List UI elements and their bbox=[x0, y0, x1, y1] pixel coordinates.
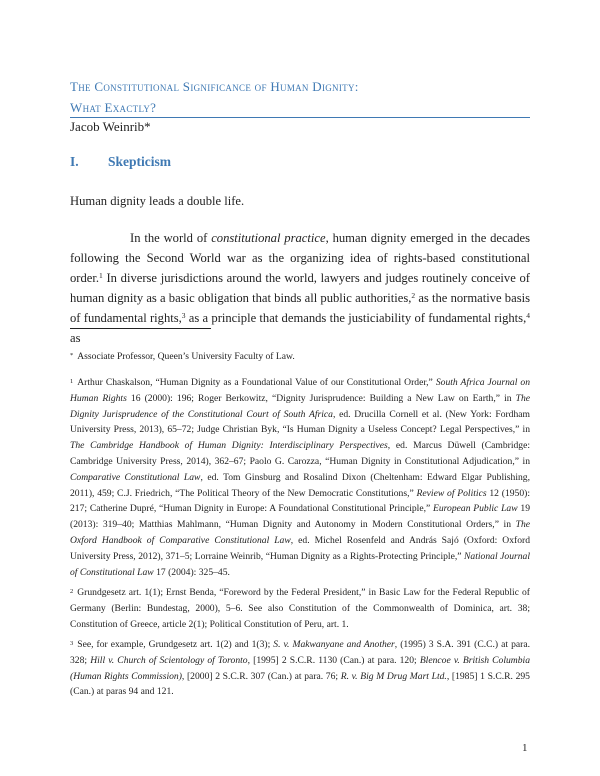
text-run: In the world of bbox=[130, 231, 212, 245]
text-run: See, for example, Grundgesetz art. 1(2) and 1(3); bbox=[77, 639, 274, 650]
text-run: 12 (1950): 217; Catherine Dupré, “Human Dignity in Europe: A Foundational Constitutional Principle,” bbox=[70, 487, 531, 515]
title-line-1: The Constitutional Significance of Human Dignity: bbox=[70, 79, 359, 94]
italic-text: National Journal of Constitutional Law bbox=[70, 550, 530, 578]
italic-text: constitutional practice bbox=[211, 231, 326, 245]
italic-text: Comparative Constitutional Law bbox=[70, 471, 201, 483]
text-run: In diverse jurisdictions around the world, lawyers and judges routinely conceive of human dignity as a basic obligation that binds all public authorities, bbox=[70, 271, 530, 305]
text-run: , ed. Tom Ginsburg and Rosalind Dixon (Cheltenham: Edward Elgar Publishing, 2011), 459; C.J. Friedrich, “The Political Theory of the New Democratic Constitutions,” bbox=[70, 471, 530, 499]
italic-text: S. v. Makwanyane and Another bbox=[273, 639, 395, 650]
italic-text: Hill v. Church of Scientology of Toronto bbox=[90, 654, 248, 666]
footnote-label: * bbox=[70, 352, 74, 359]
text-run: , [2000] 2 S.C.R. 307 (Can.) at para. 76; bbox=[181, 670, 341, 682]
section-heading bbox=[70, 154, 171, 170]
title-divider bbox=[70, 117, 530, 118]
text-run: as the normative basis of fundamental rights, bbox=[70, 291, 530, 325]
footnote-text bbox=[70, 639, 530, 697]
text-run: 17 (2004): 325–45. bbox=[153, 566, 230, 578]
footnote-text bbox=[77, 351, 294, 362]
title-line-2: What Exactly? bbox=[70, 100, 157, 115]
text-run: as bbox=[70, 331, 81, 345]
section-title: Skepticism bbox=[108, 154, 172, 169]
footnote-reference: 3 bbox=[181, 311, 186, 320]
author-name: Jacob Weinrib* bbox=[70, 119, 151, 134]
text-run: , [1995] 2 S.C.R. 1130 (Can.) at para. 120; bbox=[247, 654, 420, 666]
footnote-text bbox=[70, 377, 530, 578]
section-number: I. bbox=[70, 154, 79, 169]
page-number: 1 bbox=[522, 742, 528, 754]
footnote-reference: 1 bbox=[99, 271, 103, 280]
footnote-label: 2 bbox=[70, 588, 74, 595]
italic-text: The Oxford Handbook of Comparative Constitutional Law bbox=[70, 519, 530, 546]
text-run: Grundgesetz art. 1(1); Ernst Benda, “Foreword by the Federal President,” in Basic Law for the Federal Republic of Germany (Berlin: Bundestag, 2000), 5–6. See also Constitution of the Commonwealth of Dominica, art. 38; Constitution of Greece, article 2(1); Political Constitution of Peru, art. 1. bbox=[70, 587, 530, 630]
paragraph-1: Human dignity leads a double life. bbox=[70, 194, 245, 208]
footnote-text bbox=[70, 587, 530, 630]
text-run: as a principle that demands the justiciability of fundamental rights, bbox=[185, 311, 527, 325]
text-run: , ed. Marcus Düwell (Cambridge: Cambridge University Press, 2014), 362–67; Paolo G. Carozza, “Human Dignity in Constitutional Adjudication,” in bbox=[70, 440, 530, 467]
footnote-author bbox=[70, 348, 530, 365]
italic-text: Blencoe v. British Columbia (Human Rights Commission) bbox=[70, 654, 530, 682]
paragraph-2 bbox=[70, 228, 530, 348]
footnote-2 bbox=[70, 584, 530, 632]
paper-title bbox=[70, 76, 530, 118]
footnote-label: 1 bbox=[70, 378, 74, 385]
text-run: 19 (2013): 319–40; Matthias Mahlmann, “Human Dignity and Autonomy in Modern Constitutional Orders,” in bbox=[70, 503, 530, 531]
text-run: , [1985] 1 S.C.R. 295 (Can.) at paras 94 and 121. bbox=[70, 670, 530, 698]
italic-text: Review of Politics bbox=[416, 487, 487, 499]
footnote-reference: 2 bbox=[411, 291, 416, 300]
italic-text: South Africa Journal on Human Rights bbox=[70, 377, 530, 404]
text-run: , ed. Drucilla Cornell et al. (New York: Fordham University Press, 2013), 65–72; Judge Christian Byk, “Is Human Dignity a Useless Concept? Legal Perspectives,” in bbox=[70, 408, 530, 436]
text-run: , ed. Michel Rosenfeld and András Sajó (Oxford: Oxford University Press, 2012), 371–5; Lorraine Weinrib, “Human Dignity as a Rights-Protecting Principle,” bbox=[70, 534, 531, 562]
italic-text: R. v. Big M Drug Mart Ltd. bbox=[340, 670, 447, 682]
footnote-label: 3 bbox=[70, 640, 74, 647]
italic-text: The Cambridge Handbook of Human Dignity: Interdisciplinary Perspectives bbox=[70, 440, 388, 452]
text-run: , human dignity emerged in the decades following the Second World war as the organizing idea of rights-based constitutional order. bbox=[70, 231, 530, 285]
footnote-3 bbox=[70, 636, 530, 700]
text-run: Arthur Chaskalson, “Human Dignity as a Foundational Value of our Constitutional Order,” bbox=[77, 377, 436, 388]
italic-text: The Dignity Jurisprudence of the Constitutional Court of South Africa bbox=[70, 392, 530, 420]
footnote-reference: 4 bbox=[526, 311, 530, 320]
text-run: 16 (2000): 196; Roger Berkowitz, “Dignity Jurisprudence: Building a New Law on Earth,” in bbox=[126, 392, 516, 404]
text-run: , (1995) 3 S.A. 391 (C.C.) at para. 328; bbox=[70, 639, 530, 666]
footnote-1 bbox=[70, 374, 530, 580]
italic-text: European Public Law bbox=[433, 503, 518, 515]
footnote-separator bbox=[70, 328, 211, 329]
text-run: Associate Professor, Queen’s University Faculty of Law. bbox=[77, 351, 295, 362]
